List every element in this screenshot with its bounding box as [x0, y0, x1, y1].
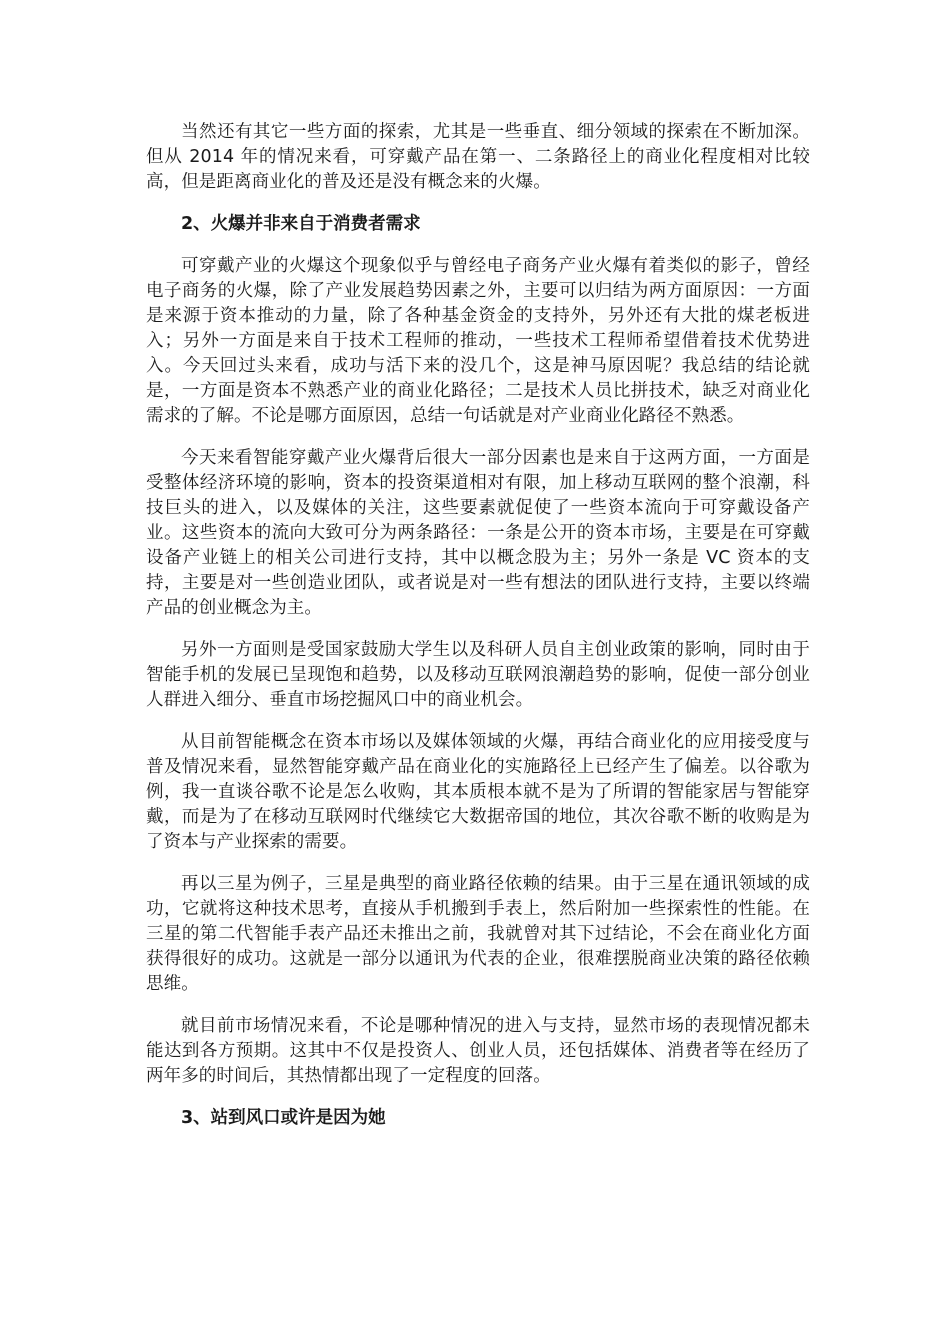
- paragraph-samsung-example: 再以三星为例子，三星是典型的商业路径依赖的结果。由于三星在通讯领域的成功，它就将这种技术思考，直接从手机搬到手表上，然后附加一些探索性的性能。在三星的第二代智能手表产品还未推出之前，我就曾对其下过结论，不会在商业化方面获得很好的成功。这就是一部分以通讯为代表的企业，很难摆脱商业决策的路径依赖思维。: [146, 874, 810, 994]
- paragraph-capital-paths: 今天来看智能穿戴产业火爆背后很大一部分因素也是来自于这两方面，一方面是受整体经济环境的影响，资本的投资渠道相对有限，加上移动互联网的整个浪潮，科技巨头的进入，以及媒体的关注，这些要素就促使了一些资本流向于可穿戴设备产业。这些资本的流向大致可分为两条路径：一条是公开的资本市场，主要是在可穿戴设备产业链上的相关公司进行支持，其中以概念股为主；另外一条是 VC 资本的支持，主要是对一些创造业团队，或者说是对一些有想法的团队进行支持，主要以终端产品的创业概念为主。: [146, 448, 810, 618]
- section-heading-2: 2、火爆并非来自于消费者需求: [181, 214, 421, 234]
- document-body: [146, 120, 810, 1131]
- paragraph-intro: 当然还有其它一些方面的探索，尤其是一些垂直、细分领域的探索在不断加深。但从 2014 年的情况来看，可穿戴产品在第一、二条路径上的商业化程度相对比较高，但是距离商业化的普及还是没有概念来的火爆。: [146, 122, 810, 192]
- paragraph-google-example: 从目前智能概念在资本市场以及媒体领域的火爆，再结合商业化的应用接受度与普及情况来看，显然智能穿戴产品在商业化的实施路径上已经产生了偏差。以谷歌为例，我一直谈谷歌不论是怎么收购，其本质根本就不是为了所谓的智能家居与智能穿戴，而是为了在移动互联网时代继续它大数据帝国的地位，其次谷歌不断的收购是为了资本与产业探索的需要。: [146, 732, 810, 852]
- paragraph-market-status: 就目前市场情况来看，不论是哪种情况的进入与支持，显然市场的表现情况都未能达到各方预期。这其中不仅是投资人、创业人员，还包括媒体、消费者等在经历了两年多的时间后，其热情都出现了一定程度的回落。: [146, 1016, 810, 1086]
- paragraph-policy-influence: 另外一方面则是受国家鼓励大学生以及科研人员自主创业政策的影响，同时由于智能手机的发展已呈现饱和趋势，以及移动互联网浪潮趋势的影响，促使一部分创业人群进入细分、垂直市场挖掘风口中的商业机会。: [146, 640, 810, 710]
- paragraph-ecommerce-analogy: 可穿戴产业的火爆这个现象似乎与曾经电子商务产业火爆有着类似的影子，曾经电子商务的火爆，除了产业发展趋势因素之外，主要可以归结为两方面原因：一方面是来源于资本推动的力量，除了各种基金资金的支持外，另外还有大批的煤老板进入；另外一方面是来自于技术工程师的推动，一些技术工程师希望借着技术优势进入。今天回过头来看，成功与活下来的没几个，这是神马原因呢？我总结的结论就是，一方面是资本不熟悉产业的商业化路径；二是技术人员比拼技术，缺乏对商业化需求的了解。不论是哪方面原因，总结一句话就是对产业商业化路径不熟悉。: [146, 256, 810, 426]
- section-heading-3: 3、站到风口或许是因为她: [181, 1108, 386, 1128]
